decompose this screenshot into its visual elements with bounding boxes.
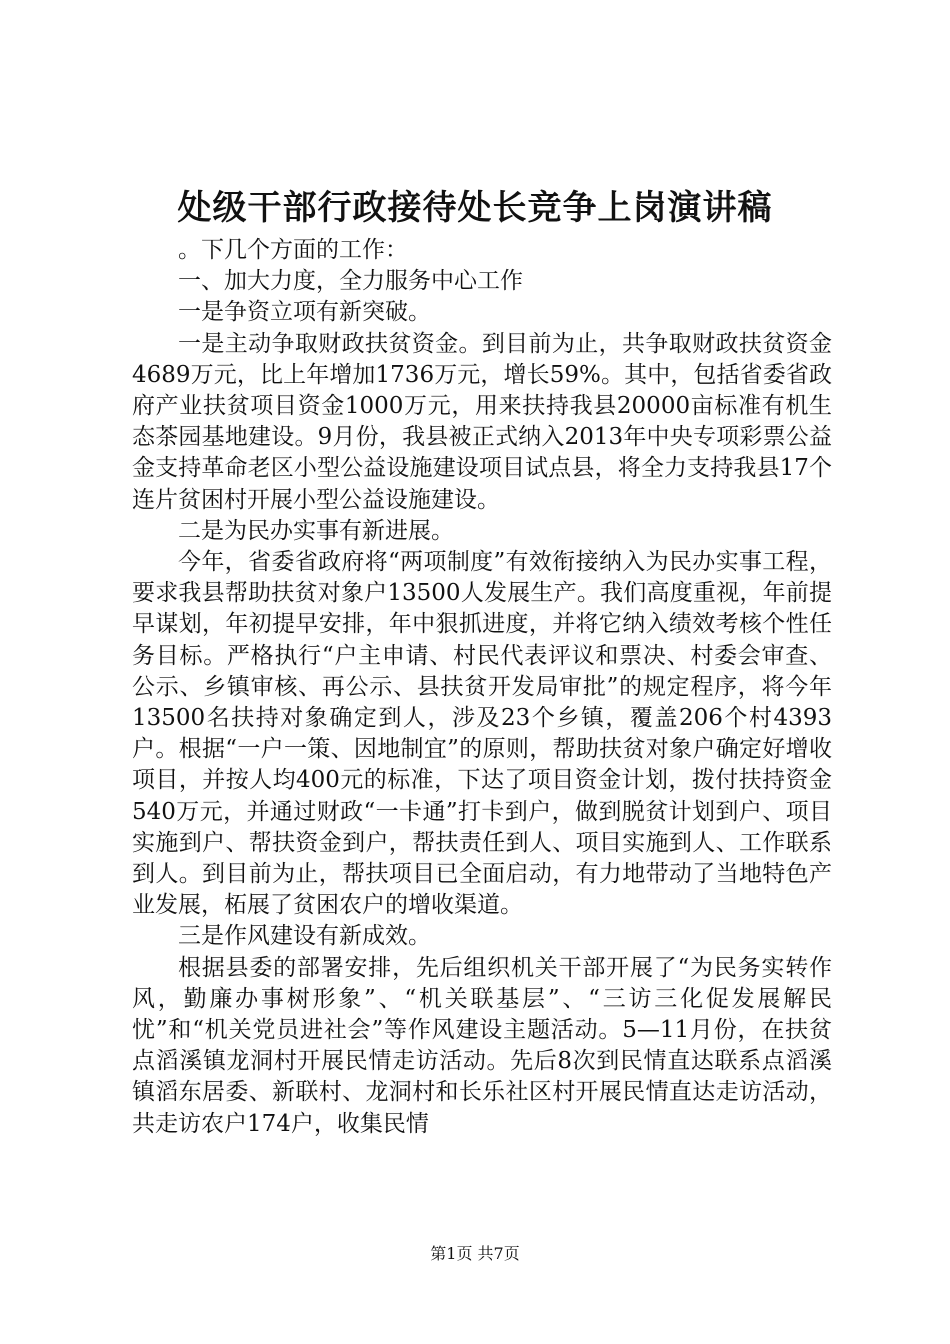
paragraph: 二是为民办实事有新进展。 (178, 517, 454, 544)
paragraph: 一、加大力度，全力服务中心工作 (178, 268, 523, 295)
paragraph: 一是主动争取财政扶贫资金。到目前为止，共争取财政扶贫资金4689万元，比上年增加1736万元，增长59%。其中，包括省委省政府产业扶贫项目资金1000万元，用来扶持我县20000亩标准有机生态茶园基地建设。9月份，我县被正式纳入2013年中央专项彩票公益金支持革命老区小型公益设施建设项目试点县，将全力支持我县17个连片贫困村开展小型公益设施建设。 (132, 330, 832, 513)
document-title: 处级干部行政接待处长竞争上岗演讲稿 (177, 188, 773, 228)
paragraph: 。下几个方面的工作： (178, 237, 408, 263)
paragraph: 三是作风建设有新成效。 (178, 923, 431, 950)
paragraph: 一是争资立项有新突破。 (178, 299, 431, 326)
paragraph: 根据县委的部署安排，先后组织机关干部开展了“为民务实转作风，勤廉办事树形象”、“机关联基层”、“三访三化促发展解民忧”和“机关党员进社会”等作风建设主题活动。5—11月份，在扶贫点滔溪镇龙洞村开展民情走访活动。先后8次到民情直达联系点滔溪镇滔东居委、新联村、龙洞村和长乐社区村开展民情直达走访活动，共走访农户174户，收集民情 (132, 954, 832, 1137)
document-body (132, 235, 832, 1140)
page-footer: 第1页 共7页 (430, 1244, 520, 1263)
paragraph: 今年，省委省政府将“两项制度”有效衔接纳入为民办实事工程，要求我县帮助扶贫对象户13500人发展生产。我们高度重视，年前提早谋划，年初提早安排，年中狠抓进度，并将它纳入绩效考核个性任务目标。严格执行“户主申请、村民代表评议和票决、村委会审查、公示、乡镇审核、再公示、县扶贫开发局审批”的规定程序，将今年13500名扶持对象确定到人，涉及23个乡镇，覆盖206个村4393户。根据“一户一策、因地制宜”的原则，帮助扶贫对象户确定好增收项目，并按人均400元的标准，下达了项目资金计划，拨付扶持资金540万元，并通过财政“一卡通”打卡到户，做到脱贫计划到户、项目实施到户、帮扶资金到户，帮扶责任到人、项目实施到人、工作联系到人。到目前为止，帮扶项目已全面启动，有力地带动了当地特色产业发展，柘展了贫困农户的增收渠道。 (132, 549, 832, 919)
